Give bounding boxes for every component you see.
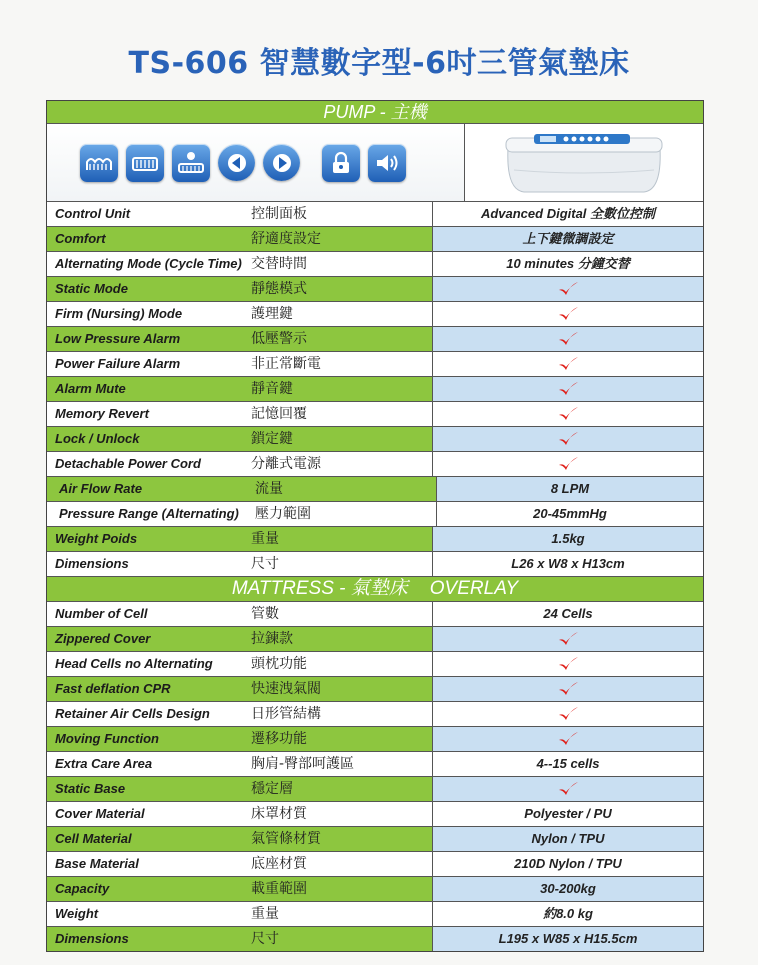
table-row (47, 252, 703, 277)
spec-check (433, 352, 703, 376)
check-icon (557, 456, 579, 472)
check-icon (557, 406, 579, 422)
mattress-section-header (47, 576, 703, 602)
spec-name-en: Cell Material (55, 831, 132, 846)
spec-check (433, 302, 703, 326)
spec-name-en: Firm (Nursing) Mode (55, 306, 183, 321)
spec-check (433, 452, 703, 476)
table-row (47, 677, 703, 702)
spec-name-zh: 尺寸 (251, 552, 433, 576)
table-row (47, 702, 703, 727)
spec-name-zh: 胸肩-臀部呵護區 (251, 752, 433, 776)
spec-check (433, 427, 703, 451)
table-row (47, 427, 703, 452)
table-row (47, 752, 703, 777)
spec-name-en: Alternating Mode (Cycle Time) (55, 256, 242, 271)
table-row (47, 452, 703, 477)
spec-name-zh: 管數 (251, 602, 433, 626)
table-row (47, 877, 703, 902)
spec-name-en: Comfort (55, 231, 106, 246)
spec-value: 30-200kg (433, 877, 703, 901)
lock-icon (322, 144, 360, 182)
table-row (47, 777, 703, 802)
spec-name-zh: 頭枕功能 (251, 652, 433, 676)
spec-name-zh: 靜態模式 (251, 277, 433, 301)
spec-name-en: Memory Revert (55, 406, 149, 421)
spec-name-zh: 尺寸 (251, 927, 433, 951)
spec-name-zh: 床罩材質 (251, 802, 433, 826)
spec-table (46, 100, 704, 952)
spec-name-en: Control Unit (55, 206, 131, 221)
spec-name-zh: 非正常斷電 (251, 352, 433, 376)
spec-name-en: Number of Cell (55, 606, 148, 621)
spec-name-zh: 舒適度設定 (251, 227, 433, 251)
spec-check (433, 327, 703, 351)
table-row (47, 852, 703, 877)
spec-name-en: Weight (55, 906, 99, 921)
check-icon (557, 381, 579, 397)
spec-name-en: Air Flow Rate (59, 481, 143, 496)
spec-name-en: Alarm Mute (55, 381, 126, 396)
spec-value: 210D Nylon / TPU (433, 852, 703, 876)
spec-check (433, 702, 703, 726)
spec-name-zh: 分離式電源 (251, 452, 433, 476)
check-icon (557, 306, 579, 322)
spec-check (433, 727, 703, 751)
table-row (47, 652, 703, 677)
mattress-spec-rows (47, 602, 703, 951)
spec-check (433, 402, 703, 426)
spec-name-en: Dimensions (55, 556, 129, 571)
spec-value: 1.5kg (433, 527, 703, 551)
spec-name-zh: 控制面板 (251, 202, 433, 226)
spec-name-zh: 護理鍵 (251, 302, 433, 326)
spec-name-en: Extra Care Area (55, 756, 153, 771)
spec-name-zh: 穩定層 (251, 777, 433, 801)
wave-icon (126, 144, 164, 182)
spec-check (433, 377, 703, 401)
table-row (47, 727, 703, 752)
table-row (47, 502, 703, 527)
spec-value: 20-45mmHg (437, 502, 703, 526)
spec-name-zh: 交替時間 (251, 252, 433, 276)
spec-value: L26 x W8 x H13cm (433, 552, 703, 576)
spec-name-en: Cover Material (55, 806, 145, 821)
check-icon (557, 706, 579, 722)
spec-name-zh: 日形管結構 (251, 702, 433, 726)
spec-value: L195 x W85 x H15.5cm (433, 927, 703, 951)
spec-value: 10 minutes 分鐘交替 (433, 252, 703, 276)
pump-device-icon (494, 130, 674, 196)
table-row (47, 277, 703, 302)
spec-name-zh: 壓力範圍 (255, 502, 437, 526)
pump-product-image (465, 124, 703, 201)
table-row (47, 352, 703, 377)
spec-name-zh: 氣管條材質 (251, 827, 433, 851)
table-row (47, 202, 703, 227)
arrow-left-icon (218, 144, 255, 181)
spec-name-zh: 低壓警示 (251, 327, 433, 351)
overlay-label: OVERLAY (429, 578, 519, 599)
spec-name-en: Detachable Power Cord (55, 456, 201, 471)
spec-name-en: Lock / Unlock (55, 431, 140, 446)
pump-icon-row (47, 124, 703, 202)
spec-name-en: Static Mode (55, 281, 128, 296)
table-row (47, 377, 703, 402)
spec-name-zh: 拉鍊款 (251, 627, 433, 651)
check-icon (557, 631, 579, 647)
spec-name-en: Fast deflation CPR (55, 681, 171, 696)
spec-check (433, 777, 703, 801)
table-row (47, 477, 703, 502)
spec-name-en: Weight Poids (55, 531, 138, 546)
table-row (47, 927, 703, 951)
spec-name-en: Capacity (55, 881, 110, 896)
spec-name-en: Moving Function (55, 731, 159, 746)
spec-value: 上下鍵微調設定 (433, 227, 703, 251)
mattress-label: MATTRESS - 氣墊床 (231, 578, 408, 599)
spec-name-zh: 流量 (255, 477, 437, 501)
check-icon (557, 431, 579, 447)
table-row (47, 902, 703, 927)
spec-name-zh: 記憶回覆 (251, 402, 433, 426)
check-icon (557, 331, 579, 347)
spec-name-en: Static Base (55, 781, 126, 796)
table-row (47, 602, 703, 627)
spec-name-en: Pressure Range (Alternating) (59, 506, 239, 521)
table-row (47, 527, 703, 552)
wave-icon (80, 144, 118, 182)
spec-name-zh: 鎖定鍵 (251, 427, 433, 451)
check-icon (557, 781, 579, 797)
spec-check (433, 277, 703, 301)
check-icon (557, 731, 579, 747)
spec-name-zh: 遷移功能 (251, 727, 433, 751)
spec-name-en: Zippered Cover (55, 631, 151, 646)
spec-name-zh: 快速洩氣閥 (251, 677, 433, 701)
control-panel-icons (47, 124, 465, 201)
arrow-right-icon (263, 144, 300, 181)
spec-name-zh: 重量 (251, 527, 433, 551)
pump-section-header: PUMP - 主機 (47, 101, 703, 124)
spec-value: 4--15 cells (433, 752, 703, 776)
page-title: TS-606 智慧數字型-6吋三管氣墊床 (128, 46, 630, 81)
table-row (47, 627, 703, 652)
spec-name-zh: 靜音鍵 (251, 377, 433, 401)
spec-value: 8 LPM (437, 477, 703, 501)
table-row (47, 227, 703, 252)
table-row (47, 327, 703, 352)
spec-name-en: Low Pressure Alarm (55, 331, 181, 346)
table-row (47, 402, 703, 427)
table-row (47, 302, 703, 327)
spec-name-en: Retainer Air Cells Design (55, 706, 210, 721)
sound-icon (368, 144, 406, 182)
spec-value: 約8.0 kg (433, 902, 703, 926)
table-row (47, 552, 703, 576)
table-row (47, 802, 703, 827)
check-icon (557, 281, 579, 297)
table-row (47, 827, 703, 852)
spec-name-en: Base Material (55, 856, 139, 871)
spec-name-en: Head Cells no Alternating (55, 656, 213, 671)
spec-check (433, 652, 703, 676)
spec-value: Advanced Digital 全數位控制 (433, 202, 703, 226)
check-icon (557, 681, 579, 697)
spec-check (433, 627, 703, 651)
spec-value: 24 Cells (433, 602, 703, 626)
check-icon (557, 356, 579, 372)
spec-name-en: Dimensions (55, 931, 129, 946)
spec-check (433, 677, 703, 701)
spec-value: Nylon / TPU (433, 827, 703, 851)
spec-name-zh: 底座材質 (251, 852, 433, 876)
check-icon (557, 656, 579, 672)
spec-name-zh: 載重範圍 (251, 877, 433, 901)
nurse-icon (172, 144, 210, 182)
spec-value: Polyester / PU (433, 802, 703, 826)
spec-name-zh: 重量 (251, 902, 433, 926)
pump-spec-rows (47, 202, 703, 576)
spec-name-en: Power Failure Alarm (55, 356, 181, 371)
